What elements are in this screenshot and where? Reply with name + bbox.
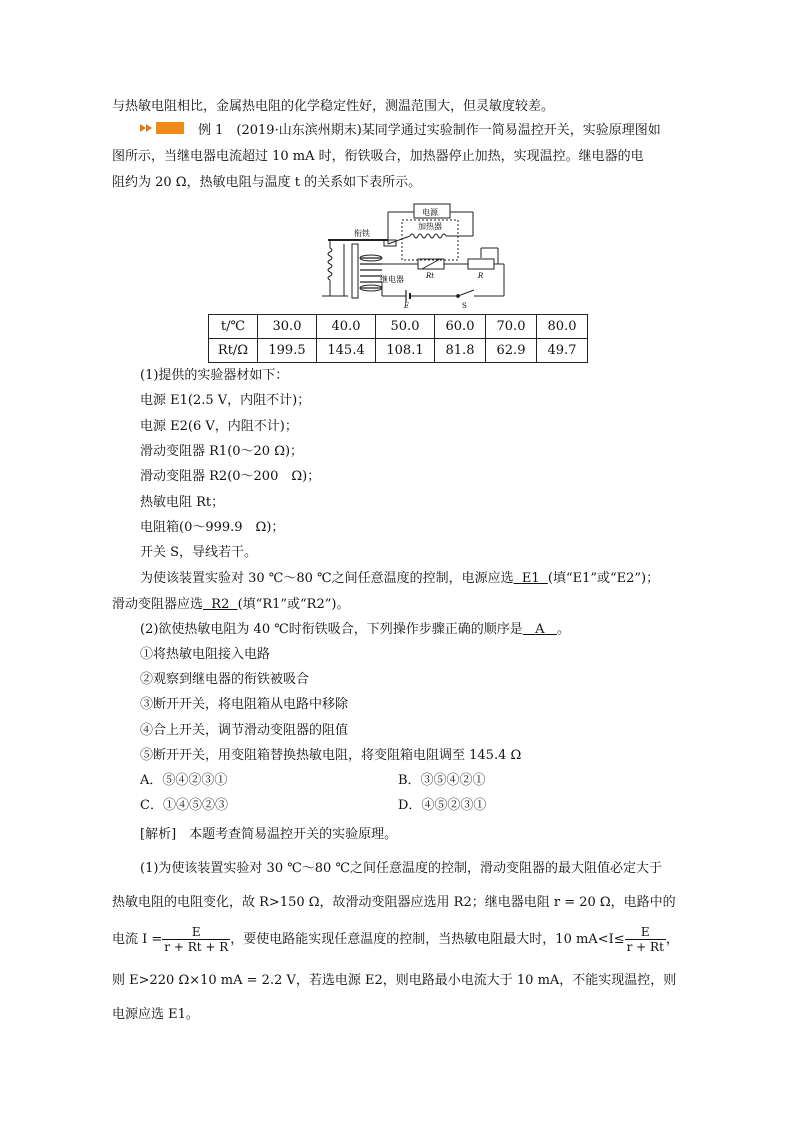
example-line2: 图所示，当继电器电流超过 10 mA 时，衔铁吸合，加热器停止加热，实现温控。继电器的电 bbox=[112, 149, 644, 164]
fraction-limit bbox=[625, 925, 666, 954]
answer-power: E1 bbox=[521, 571, 540, 586]
analysis-heading bbox=[140, 826, 397, 844]
analysis-p3-text2: ，要使电路能实现任意温度的控制，当热敏电阻最大时，10 mA<I≤ bbox=[230, 932, 625, 947]
fraction-denominator: r + Rt bbox=[626, 940, 664, 954]
answer-order: A bbox=[535, 622, 545, 637]
option-a: A．⑤④②③① bbox=[140, 773, 228, 788]
question1-hint: (填“E1”或“E2”)； bbox=[547, 571, 660, 586]
question2-text: (2)欲使热敏电阻为 40 ℃时衔铁吸合，下列操作步骤正确的顺序是 bbox=[140, 622, 523, 637]
table-cell: 40.0 bbox=[317, 315, 376, 339]
analysis-p3-end: ， bbox=[665, 932, 679, 947]
question1-hint2: (填“R1”或“R2”)。 bbox=[237, 597, 350, 612]
analysis-p5: 电源应选 E1。 bbox=[112, 1007, 199, 1022]
question2-end: 。 bbox=[556, 622, 570, 637]
table-cell: 199.5 bbox=[258, 339, 317, 363]
equipment-item: 电源 E2(6 V，内阻不计)； bbox=[140, 419, 298, 434]
example-line1: (2019·山东滨州期末)某同学通过实验制作一简易温控开关，实验原理图如 bbox=[236, 123, 661, 138]
table-header-t: t/℃ bbox=[209, 315, 258, 339]
analysis-p1: (1)为使该装置实验对 30 ℃～80 ℃之间任意温度的控制，滑动变阻器的最大阻值必定大于 bbox=[140, 861, 662, 876]
question1-text: 为使该装置实验对 30 ℃～80 ℃之间任意温度的控制，电源应选 bbox=[140, 571, 514, 586]
example-line3: 阻约为 20 Ω，热敏电阻与温度 t 的关系如下表所示。 bbox=[112, 175, 422, 190]
table-cell: 62.9 bbox=[486, 339, 537, 363]
step-item: ②观察到继电器的衔铁被吸合 bbox=[140, 672, 310, 687]
analysis-p2: 热敏电阻的电阻变化，故 R>150 Ω，故滑动变阻器应选用 R2；继电器电阻 r = 20 Ω，电路中的 bbox=[112, 895, 676, 910]
equipment-item: 电阻箱(0～999.9 Ω)； bbox=[140, 520, 285, 535]
step-item: ⑤断开开关，用变阻箱替换热敏电阻，将变阻箱电阻调至 145.4 Ω bbox=[140, 748, 522, 763]
relay-label: 继电器 bbox=[380, 275, 404, 284]
answer-rheostat: R2 bbox=[211, 597, 230, 612]
step-item: ④合上开关，调节滑动变阻器的阻值 bbox=[140, 723, 349, 738]
table-row-temperature bbox=[209, 315, 588, 339]
armature-label: 衔铁 bbox=[354, 229, 370, 238]
example-label: 例 1 bbox=[198, 123, 224, 138]
equipment-item: 电源 E1(2.5 V，内阻不计)； bbox=[140, 393, 311, 408]
analysis-p3 bbox=[112, 924, 679, 956]
equipment-item: 开关 S，导线若干。 bbox=[140, 545, 258, 560]
s-label: S bbox=[462, 302, 467, 308]
option-b: B．③⑤④②① bbox=[398, 773, 486, 788]
answer-blank-order bbox=[523, 622, 557, 637]
question1-text2: 滑动变阻器应选 bbox=[112, 597, 204, 612]
example-heading bbox=[198, 122, 661, 140]
equipment-item: 滑动变阻器 R2(0～200 Ω)； bbox=[140, 469, 321, 484]
answer-blank-rheostat bbox=[203, 597, 238, 612]
table-cell: 30.0 bbox=[258, 315, 317, 339]
equipment-title: (1)提供的实验器材如下： bbox=[140, 368, 289, 383]
analysis-p3-text: 电流 I = bbox=[112, 932, 163, 947]
table-cell: 60.0 bbox=[435, 315, 486, 339]
step-item: ①将热敏电阻接入电路 bbox=[140, 647, 271, 662]
question1-line2 bbox=[112, 596, 349, 614]
table-header-rt: Rt/Ω bbox=[209, 339, 258, 363]
fraction-numerator: E bbox=[625, 925, 666, 940]
table-cell: 80.0 bbox=[537, 315, 588, 339]
table-cell: 70.0 bbox=[486, 315, 537, 339]
table-cell: 49.7 bbox=[537, 339, 588, 363]
table-cell: 81.8 bbox=[435, 339, 486, 363]
example-badge-icon bbox=[140, 122, 184, 134]
analysis-p4: 则 E>220 Ω×10 mA = 2.2 V，若选电源 E2，则电路最小电流大于 10 mA，不能实现温控，则 bbox=[112, 973, 677, 988]
power-label: 电源 bbox=[422, 208, 438, 217]
circuit-diagram bbox=[318, 196, 518, 308]
e-label: E bbox=[404, 302, 410, 308]
answer-blank-power bbox=[514, 571, 548, 586]
rheostat-r bbox=[468, 259, 494, 269]
question2-line bbox=[140, 621, 570, 639]
analysis-summary: 本题考查简易温控开关的实验原理。 bbox=[189, 827, 398, 842]
r-label: R bbox=[478, 272, 484, 280]
analysis-label: [解析] bbox=[140, 827, 177, 842]
heater-label: 加热器 bbox=[418, 222, 442, 231]
heater-coil bbox=[410, 234, 446, 238]
fraction-numerator: E bbox=[162, 925, 230, 940]
equipment-item: 热敏电阻 Rt； bbox=[140, 495, 225, 510]
rt-temperature-table bbox=[208, 314, 588, 363]
intro-text: 与热敏电阻相比，金属热电阻的化学稳定性好，测温范围大，但灵敏度较差。 bbox=[112, 99, 555, 114]
table-row-resistance bbox=[209, 339, 588, 363]
equipment-item: 滑动变阻器 R1(0～20 Ω)； bbox=[140, 444, 304, 459]
step-item: ③断开开关，将电阻箱从电路中移除 bbox=[140, 697, 349, 712]
table-cell: 145.4 bbox=[317, 339, 376, 363]
option-d: D．④⑤②③① bbox=[398, 798, 487, 813]
rt-label: Rt bbox=[426, 272, 435, 280]
table-cell: 108.1 bbox=[376, 339, 435, 363]
fraction-denominator: r + Rt + R bbox=[164, 940, 229, 954]
fraction-current bbox=[162, 925, 230, 954]
question1-line1 bbox=[140, 570, 659, 588]
option-c: C．①④⑤②③ bbox=[140, 798, 228, 813]
table-cell: 50.0 bbox=[376, 315, 435, 339]
